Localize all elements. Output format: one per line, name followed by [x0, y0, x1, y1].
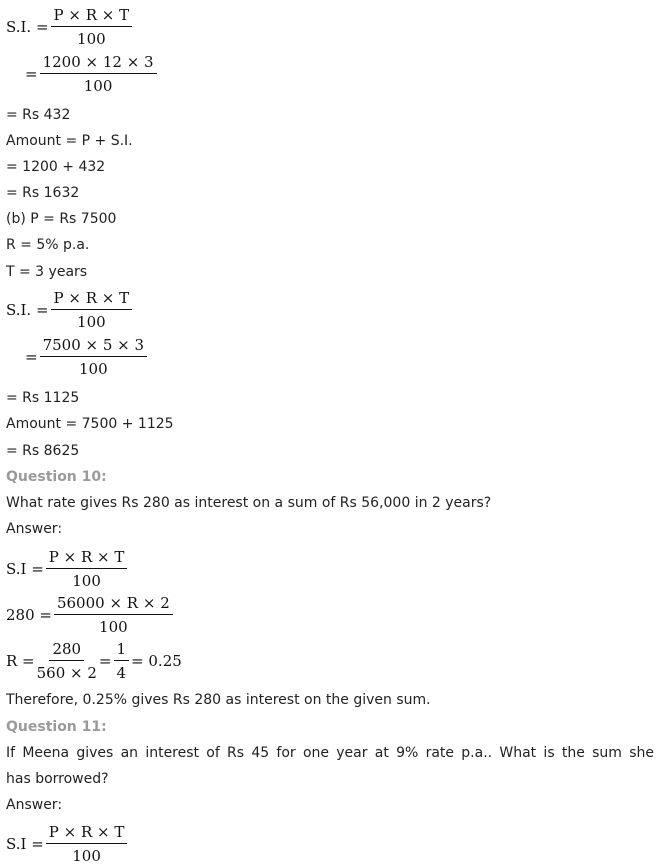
equation-lhs: 280 =: [6, 606, 52, 624]
text-line: = 1200 + 432: [6, 159, 106, 175]
numerator: 1: [114, 640, 130, 661]
denominator: 100: [77, 313, 106, 331]
equals-sign: =: [25, 65, 38, 83]
denominator: 100: [72, 847, 101, 865]
q10-substitution: [6, 594, 175, 636]
fraction: [51, 6, 133, 48]
rate-equation: [6, 640, 182, 682]
fraction: [40, 336, 147, 378]
fraction: [46, 548, 128, 590]
numerator: P × R × T: [46, 823, 128, 844]
denominator: 100: [83, 77, 113, 95]
numerator: 1200 × 12 × 3: [40, 53, 157, 74]
si-formula-b: [6, 289, 134, 331]
fraction: [37, 640, 97, 682]
fraction: [40, 53, 157, 95]
fraction: [46, 823, 128, 865]
fraction: [114, 640, 130, 682]
si-substitution-b: [25, 336, 149, 378]
si-label: S.I. =: [6, 301, 49, 319]
denominator: 4: [116, 664, 127, 682]
si-formula-q10: [6, 548, 129, 590]
equals-sign: =: [98, 652, 112, 670]
text-line: = Rs 8625: [6, 443, 80, 459]
text-line: (b) P = Rs 7500: [6, 211, 117, 227]
equals-sign: =: [25, 348, 38, 366]
answer-label: Answer:: [6, 797, 63, 813]
text-line: = Rs 1632: [6, 185, 80, 201]
numerator: 280: [49, 640, 84, 661]
question-11-text: If Meena gives an interest of Rs 45 for one year at 9% rate p.a.. What is the sum she: [6, 745, 654, 761]
si-formula-a: [6, 6, 134, 48]
denominator: 100: [77, 30, 106, 48]
question-11-heading: Question 11:: [6, 719, 107, 735]
denominator: 560 × 2: [36, 664, 97, 682]
text-line: T = 3 years: [6, 264, 88, 280]
fraction: [51, 289, 133, 331]
numerator: 7500 × 5 × 3: [40, 336, 147, 357]
text-line: Amount = P + S.I.: [6, 133, 133, 149]
rate-result: = 0.25: [131, 652, 182, 670]
numerator: P × R × T: [46, 548, 128, 569]
si-label: S.I =: [6, 835, 44, 853]
text-line: R = 5% p.a.: [6, 237, 90, 253]
question-11-text-continued: has borrowed?: [6, 771, 109, 787]
text-line: = Rs 1125: [6, 390, 80, 406]
numerator: P × R × T: [51, 289, 133, 310]
text-line: = Rs 432: [6, 107, 71, 123]
numerator: 56000 × R × 2: [54, 594, 173, 615]
si-substitution-a: [25, 53, 159, 95]
si-label: S.I. =: [6, 18, 49, 36]
numerator: P × R × T: [51, 6, 133, 27]
si-label: S.I =: [6, 560, 44, 578]
question-10-text: What rate gives Rs 280 as interest on a sum of Rs 56,000 in 2 years?: [6, 495, 492, 511]
si-formula-q11: [6, 823, 129, 865]
q10-conclusion: Therefore, 0.25% gives Rs 280 as interest on the given sum.: [6, 692, 431, 708]
answer-label: Answer:: [6, 521, 63, 537]
text-line: Amount = 7500 + 1125: [6, 416, 174, 432]
denominator: 100: [79, 360, 108, 378]
rate-label: R =: [6, 652, 35, 670]
question-10-heading: Question 10:: [6, 469, 107, 485]
denominator: 100: [99, 618, 128, 636]
fraction: [54, 594, 173, 636]
denominator: 100: [72, 572, 101, 590]
